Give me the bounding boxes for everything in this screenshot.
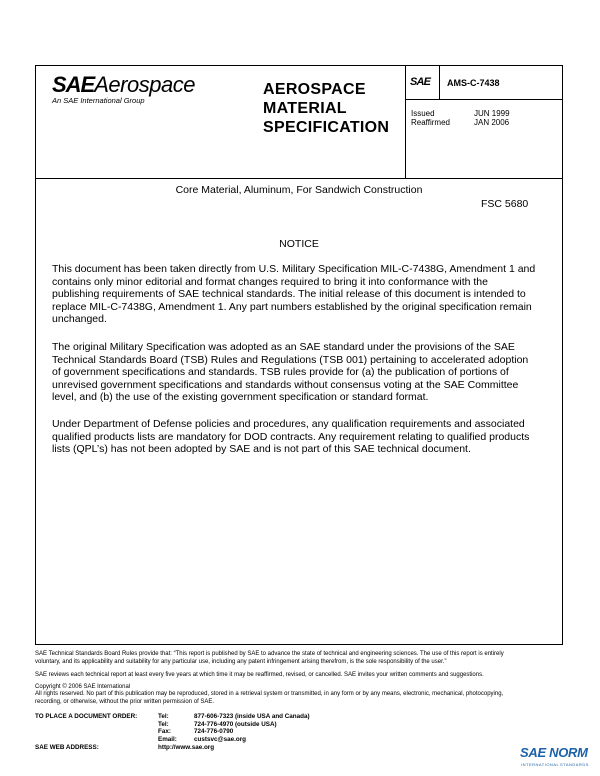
- tsb-rules-notice: [35, 651, 570, 666]
- logo-sae: SAE: [52, 72, 95, 97]
- text-line: All rights reserved. No part of this publication may be reproduced, stored in a retrieval system or transmitted, in any form or by any means, electronic, mechanical, photocopying,: [35, 691, 504, 697]
- text-line: contains only minor editorial and format changes required to bring it into conformance with the: [52, 275, 488, 288]
- contact-label: Tel:: [158, 713, 169, 720]
- logo-subtitle: An SAE International Group: [52, 96, 145, 105]
- notice-paragraph-1: [52, 263, 535, 326]
- text-line: recording, or otherwise, without the prior written permission of SAE.: [35, 698, 215, 705]
- text-line: publishing requirements of SAE technical standards. The initial release of this document is intended to: [52, 288, 526, 300]
- sae-norm-logo: [520, 744, 588, 762]
- notice-paragraph-3: [52, 418, 529, 456]
- text-line: of government specifications and standards. TSB rules provide for (a) the publication of portions of: [52, 366, 509, 378]
- email-link[interactable]: custsvc@sae.org: [194, 735, 246, 743]
- text-line: level, and (b) the use of the existing government specification or standard format.: [52, 391, 429, 403]
- title-line: AEROSPACE: [263, 81, 366, 98]
- issued-date: JUN 1999: [474, 109, 510, 118]
- text-line: SAE Technical Standards Board Rules provide that: “This report is published by SAE to advance the state of technical and engineering sciences. The use of this report is entirely: [35, 651, 504, 657]
- phone-outside-usa: 724-776-4970 (outside USA): [194, 720, 277, 728]
- order-label: TO PLACE A DOCUMENT ORDER:: [35, 713, 138, 720]
- document-subject-title: Core Material, Aluminum, For Sandwich Construction: [175, 184, 423, 196]
- notice-heading: NOTICE: [279, 238, 319, 250]
- issued-label: Issued: [411, 109, 435, 118]
- sae-norm-left-caption: INTERNATIONAL: [521, 762, 560, 767]
- sae-mini-logo: SAE: [410, 76, 431, 88]
- phone-inside-usa: 877-606-7323 (inside USA and Canada): [194, 713, 310, 720]
- text-line: This document has been taken directly from U.S. Military Specification MIL-C-7438G, Amendment 1 and: [52, 263, 536, 275]
- sae-aerospace-logo: [52, 72, 195, 98]
- web-address-link[interactable]: http://www.sae.org: [158, 744, 215, 751]
- header-divider: [35, 178, 563, 179]
- text-line: unrevised government specifications and standards without consensus voting at the SAE Committee: [52, 378, 519, 391]
- contact-values: [194, 713, 310, 743]
- fsc-code: FSC 5680: [481, 198, 529, 210]
- contact-label: Fax:: [158, 728, 171, 736]
- document-type-title: [263, 80, 389, 137]
- contact-label: Tel:: [158, 720, 169, 728]
- rights-notice: [35, 691, 503, 706]
- title-line: SPECIFICATION: [263, 119, 390, 136]
- text-line: The original Military Specification was adopted as an SAE standard under the provisions of the SAE: [52, 341, 515, 353]
- text-line: lists (QPL’s) has not been adopted by SAE and is not part of this SAE technical document.: [52, 443, 471, 455]
- title-line: MATERIAL: [263, 100, 347, 117]
- contact-list: [158, 713, 177, 743]
- reaffirmed-date: JAN 2006: [474, 118, 510, 127]
- text-line: qualified products lists are mandatory for DOD contracts. Any requirement relating to qualified products: [52, 430, 530, 443]
- contact-label: Email:: [158, 735, 177, 743]
- web-address-label: SAE WEB ADDRESS:: [35, 744, 99, 751]
- notice-paragraph-2: [52, 341, 528, 404]
- document-number: AMS-C-7438: [447, 78, 500, 88]
- sae-norm-logo-text: SAE NORM: [520, 745, 588, 760]
- text-line: voluntary, and its applicability and suitability for any particular use, including any patent infringement arising therefrom, is the sole responsibility of the user.”: [35, 658, 447, 665]
- review-notice: SAE reviews each technical report at least every five years at which time it may be reaffirmed, revised, or cancelled. SAE invites your written comments and suggestions.: [35, 672, 484, 678]
- copyright-notice: Copyright © 2006 SAE International: [35, 684, 131, 690]
- doc-box-divider: [405, 65, 406, 178]
- logo-aerospace: Aerospace: [94, 72, 195, 97]
- text-line: replace MIL-C-7438G, Amendment 1. Any part numbers established by the original specification remain: [52, 300, 532, 313]
- fax-number: 724-776-0790: [194, 728, 234, 736]
- text-line: unchanged.: [52, 313, 107, 325]
- text-line: Technical Standards Board (TSB) Rules and Regulations (TSB 001) pertaining to accelerated adoption: [52, 353, 529, 366]
- sae-norm-right-caption: STANDARDS: [560, 762, 589, 767]
- reaffirmed-label: Reaffirmed: [411, 118, 450, 127]
- doc-number-divider: [405, 99, 563, 100]
- text-line: Under Department of Defense policies and procedures, any qualification requirements and associated: [52, 418, 525, 430]
- mini-logo-divider: [439, 65, 440, 99]
